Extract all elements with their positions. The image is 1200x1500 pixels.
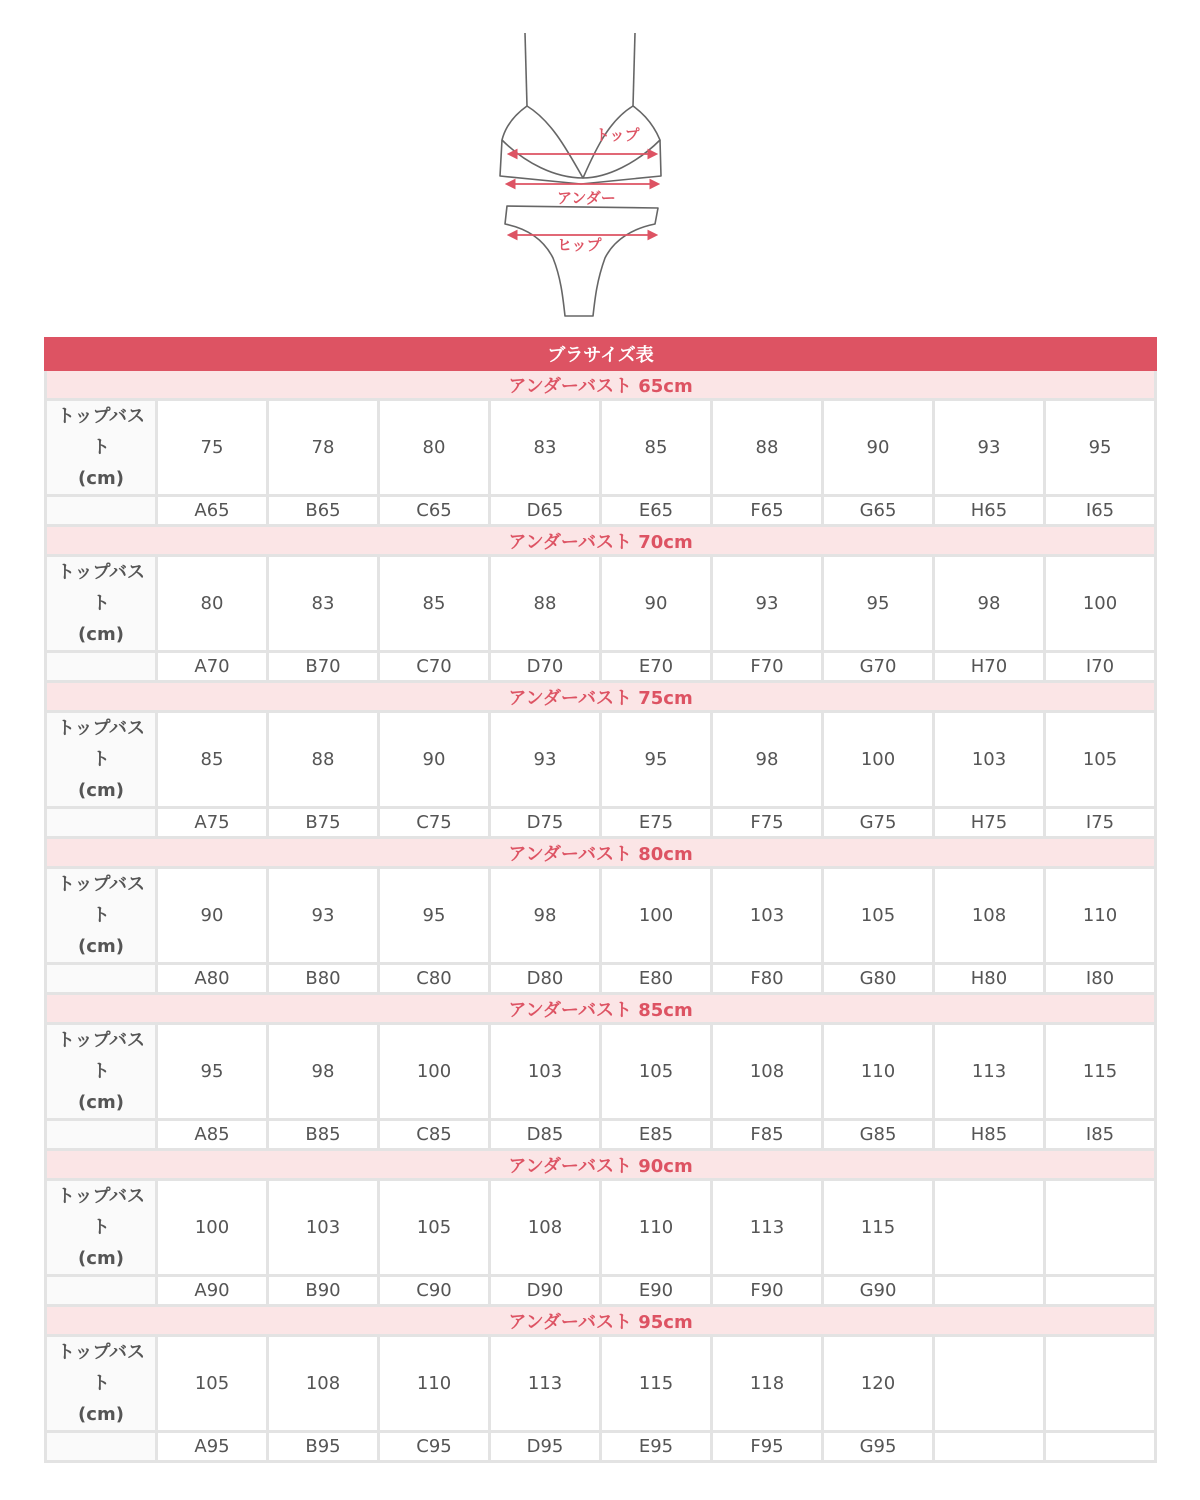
lingerie-illustration bbox=[495, 28, 670, 320]
top-bust-value: 88 bbox=[268, 712, 379, 808]
top-bust-label-line: トップバス bbox=[56, 1186, 146, 1207]
top-bust-row bbox=[46, 1024, 1156, 1120]
top-bust-row bbox=[46, 868, 1156, 964]
cup-size-value: D85 bbox=[490, 1120, 601, 1150]
top-bust-value: 75 bbox=[157, 400, 268, 496]
cup-size-value bbox=[1045, 1432, 1156, 1462]
top-bust-label bbox=[46, 868, 157, 964]
bra-size-table bbox=[44, 337, 1157, 1463]
cup-size-row bbox=[46, 1276, 1156, 1306]
top-bust-label-line: (cm) bbox=[78, 624, 124, 645]
top-bust-value: 120 bbox=[823, 1336, 934, 1432]
top-bust-label bbox=[46, 556, 157, 652]
top-bust-label-line: トップバス bbox=[56, 406, 146, 427]
cup-size-value: E80 bbox=[601, 964, 712, 994]
top-bust-value: 118 bbox=[712, 1336, 823, 1432]
top-bust-value: 105 bbox=[823, 868, 934, 964]
top-bust-row bbox=[46, 1336, 1156, 1432]
top-bust-label bbox=[46, 712, 157, 808]
top-bust-value: 108 bbox=[934, 868, 1045, 964]
top-bust-value: 113 bbox=[712, 1180, 823, 1276]
top-bust-value: 110 bbox=[823, 1024, 934, 1120]
cup-size-value: I85 bbox=[1045, 1120, 1156, 1150]
cup-size-value: E65 bbox=[601, 496, 712, 526]
cup-size-value: D65 bbox=[490, 496, 601, 526]
under-bust-heading: アンダーバスト 70cm bbox=[46, 526, 1156, 556]
top-bust-value: 90 bbox=[379, 712, 490, 808]
top-bust-value: 100 bbox=[1045, 556, 1156, 652]
top-bust-value: 95 bbox=[601, 712, 712, 808]
hip-label: ヒップ bbox=[557, 236, 602, 254]
under-bust-heading: アンダーバスト 90cm bbox=[46, 1150, 1156, 1180]
cup-size-value: H85 bbox=[934, 1120, 1045, 1150]
top-bust-label-line: (cm) bbox=[78, 780, 124, 801]
cup-size-value: I65 bbox=[1045, 496, 1156, 526]
under-bust-heading: アンダーバスト 65cm bbox=[46, 370, 1156, 400]
cup-size-value: I75 bbox=[1045, 808, 1156, 838]
cup-size-value: F85 bbox=[712, 1120, 823, 1150]
top-bust-value: 95 bbox=[157, 1024, 268, 1120]
cup-size-value: B65 bbox=[268, 496, 379, 526]
cup-size-value: F95 bbox=[712, 1432, 823, 1462]
cup-size-label-empty bbox=[46, 652, 157, 682]
cup-size-value: A65 bbox=[157, 496, 268, 526]
top-bust-value: 110 bbox=[1045, 868, 1156, 964]
cup-size-value: D95 bbox=[490, 1432, 601, 1462]
cup-size-label-empty bbox=[46, 964, 157, 994]
cup-size-value: D80 bbox=[490, 964, 601, 994]
top-bust-row bbox=[46, 556, 1156, 652]
cup-size-value: D75 bbox=[490, 808, 601, 838]
cup-size-label-empty bbox=[46, 1276, 157, 1306]
cup-size-value: E70 bbox=[601, 652, 712, 682]
cup-size-value: H65 bbox=[934, 496, 1045, 526]
top-bust-value: 103 bbox=[268, 1180, 379, 1276]
top-bust-label-line: トップバス bbox=[56, 562, 146, 583]
cup-size-value: B80 bbox=[268, 964, 379, 994]
panty bbox=[505, 206, 658, 316]
cup-size-value: F80 bbox=[712, 964, 823, 994]
cup-size-value: B90 bbox=[268, 1276, 379, 1306]
top-bust-label-line: ト bbox=[92, 593, 110, 614]
cup-size-value: G75 bbox=[823, 808, 934, 838]
cup-size-label-empty bbox=[46, 1432, 157, 1462]
top-bust-value: 85 bbox=[379, 556, 490, 652]
top-bust-value: 115 bbox=[823, 1180, 934, 1276]
top-bust-value: 103 bbox=[490, 1024, 601, 1120]
top-bust-value: 80 bbox=[379, 400, 490, 496]
cup-size-row bbox=[46, 808, 1156, 838]
cup-size-value: C65 bbox=[379, 496, 490, 526]
top-label: トップ bbox=[595, 126, 640, 144]
cup-size-value: C85 bbox=[379, 1120, 490, 1150]
cup-size-value: C95 bbox=[379, 1432, 490, 1462]
top-bust-label-line: (cm) bbox=[78, 468, 124, 489]
cup-size-value: E75 bbox=[601, 808, 712, 838]
top-bust-value: 105 bbox=[601, 1024, 712, 1120]
top-bust-value: 93 bbox=[934, 400, 1045, 496]
under-bust-heading: アンダーバスト 75cm bbox=[46, 682, 1156, 712]
top-bust-value: 108 bbox=[268, 1336, 379, 1432]
top-bust-value: 93 bbox=[712, 556, 823, 652]
cup-size-value: C70 bbox=[379, 652, 490, 682]
top-bust-value: 95 bbox=[1045, 400, 1156, 496]
cup-size-value: G85 bbox=[823, 1120, 934, 1150]
top-bust-label bbox=[46, 400, 157, 496]
cup-size-value: A95 bbox=[157, 1432, 268, 1462]
top-bust-label-line: ト bbox=[92, 1061, 110, 1082]
cup-size-label-empty bbox=[46, 1120, 157, 1150]
top-bust-value: 115 bbox=[1045, 1024, 1156, 1120]
top-bust-label-line: (cm) bbox=[78, 1404, 124, 1425]
top-bust-value: 88 bbox=[712, 400, 823, 496]
cup-size-value: B70 bbox=[268, 652, 379, 682]
cup-size-value: F90 bbox=[712, 1276, 823, 1306]
top-bust-label-line: トップバス bbox=[56, 1030, 146, 1051]
cup-size-value: A70 bbox=[157, 652, 268, 682]
cup-size-row bbox=[46, 1432, 1156, 1462]
cup-size-value: C75 bbox=[379, 808, 490, 838]
top-bust-row bbox=[46, 1180, 1156, 1276]
left-cup bbox=[502, 106, 583, 178]
cup-size-value: I70 bbox=[1045, 652, 1156, 682]
cup-size-label-empty bbox=[46, 808, 157, 838]
top-bust-value: 110 bbox=[601, 1180, 712, 1276]
top-bust-value: 95 bbox=[379, 868, 490, 964]
cup-size-value: E95 bbox=[601, 1432, 712, 1462]
top-bust-value: 85 bbox=[157, 712, 268, 808]
top-bust-label-line: (cm) bbox=[78, 936, 124, 957]
cup-size-row bbox=[46, 964, 1156, 994]
top-bust-label-line: ト bbox=[92, 437, 110, 458]
cup-size-value: I80 bbox=[1045, 964, 1156, 994]
top-bust-value: 98 bbox=[490, 868, 601, 964]
top-bust-value: 80 bbox=[157, 556, 268, 652]
table-title: ブラサイズ表 bbox=[46, 339, 1156, 370]
under-label: アンダー bbox=[557, 189, 616, 207]
top-bust-value: 90 bbox=[601, 556, 712, 652]
cup-size-value: H80 bbox=[934, 964, 1045, 994]
top-bust-value: 100 bbox=[379, 1024, 490, 1120]
cup-size-value: D90 bbox=[490, 1276, 601, 1306]
cup-size-value: A85 bbox=[157, 1120, 268, 1150]
top-bust-value: 83 bbox=[268, 556, 379, 652]
top-bust-value: 110 bbox=[379, 1336, 490, 1432]
cup-size-value: E85 bbox=[601, 1120, 712, 1150]
cup-size-value: G90 bbox=[823, 1276, 934, 1306]
top-bust-value: 115 bbox=[601, 1336, 712, 1432]
cup-size-label-empty bbox=[46, 496, 157, 526]
top-bust-value: 103 bbox=[934, 712, 1045, 808]
cup-size-value: D70 bbox=[490, 652, 601, 682]
cup-size-value: G80 bbox=[823, 964, 934, 994]
top-bust-value: 113 bbox=[934, 1024, 1045, 1120]
top-bust-value: 100 bbox=[823, 712, 934, 808]
top-bust-value: 93 bbox=[268, 868, 379, 964]
top-bust-value: 98 bbox=[934, 556, 1045, 652]
cup-size-value: B75 bbox=[268, 808, 379, 838]
top-bust-value bbox=[934, 1180, 1045, 1276]
cup-size-value: B85 bbox=[268, 1120, 379, 1150]
top-bust-value: 100 bbox=[157, 1180, 268, 1276]
under-bust-heading: アンダーバスト 80cm bbox=[46, 838, 1156, 868]
top-bust-label-line: ト bbox=[92, 1217, 110, 1238]
left-strap bbox=[525, 33, 527, 106]
top-bust-value: 105 bbox=[1045, 712, 1156, 808]
top-bust-value: 78 bbox=[268, 400, 379, 496]
cup-size-value: E90 bbox=[601, 1276, 712, 1306]
top-bust-label-line: (cm) bbox=[78, 1248, 124, 1269]
right-strap bbox=[633, 33, 635, 106]
top-bust-label bbox=[46, 1336, 157, 1432]
cup-size-value bbox=[934, 1432, 1045, 1462]
top-bust-value: 90 bbox=[823, 400, 934, 496]
top-bust-value: 100 bbox=[601, 868, 712, 964]
cup-size-value: G70 bbox=[823, 652, 934, 682]
top-bust-label-line: (cm) bbox=[78, 1092, 124, 1113]
top-bust-value: 95 bbox=[823, 556, 934, 652]
top-bust-label-line: トップバス bbox=[56, 874, 146, 895]
cup-size-value bbox=[934, 1276, 1045, 1306]
under-bust-heading: アンダーバスト 95cm bbox=[46, 1306, 1156, 1336]
cup-size-value: G95 bbox=[823, 1432, 934, 1462]
cup-size-value: F65 bbox=[712, 496, 823, 526]
top-bust-value: 113 bbox=[490, 1336, 601, 1432]
top-bust-label-line: トップバス bbox=[56, 718, 146, 739]
cup-size-value: H70 bbox=[934, 652, 1045, 682]
cup-size-value: B95 bbox=[268, 1432, 379, 1462]
cup-size-value: A80 bbox=[157, 964, 268, 994]
cup-size-value bbox=[1045, 1276, 1156, 1306]
cup-size-row bbox=[46, 496, 1156, 526]
cup-size-value: C80 bbox=[379, 964, 490, 994]
cup-size-value: F75 bbox=[712, 808, 823, 838]
top-bust-value: 83 bbox=[490, 400, 601, 496]
top-bust-value: 108 bbox=[712, 1024, 823, 1120]
top-bust-label-line: ト bbox=[92, 749, 110, 770]
top-bust-value: 105 bbox=[157, 1336, 268, 1432]
top-bust-value bbox=[1045, 1180, 1156, 1276]
top-bust-value: 98 bbox=[712, 712, 823, 808]
under-bust-heading: アンダーバスト 85cm bbox=[46, 994, 1156, 1024]
top-bust-value: 105 bbox=[379, 1180, 490, 1276]
top-bust-label bbox=[46, 1180, 157, 1276]
top-bust-value: 85 bbox=[601, 400, 712, 496]
top-bust-row bbox=[46, 400, 1156, 496]
top-bust-value bbox=[934, 1336, 1045, 1432]
cup-size-value: G65 bbox=[823, 496, 934, 526]
top-bust-value: 88 bbox=[490, 556, 601, 652]
cup-size-value: C90 bbox=[379, 1276, 490, 1306]
top-bust-value: 103 bbox=[712, 868, 823, 964]
top-bust-value: 98 bbox=[268, 1024, 379, 1120]
top-bust-row bbox=[46, 712, 1156, 808]
cup-size-value: A75 bbox=[157, 808, 268, 838]
cup-size-row bbox=[46, 652, 1156, 682]
top-bust-label bbox=[46, 1024, 157, 1120]
cup-size-value: F70 bbox=[712, 652, 823, 682]
top-bust-value: 93 bbox=[490, 712, 601, 808]
cup-size-value: H75 bbox=[934, 808, 1045, 838]
cup-size-row bbox=[46, 1120, 1156, 1150]
top-bust-label-line: ト bbox=[92, 905, 110, 926]
cup-size-value: A90 bbox=[157, 1276, 268, 1306]
top-bust-value: 90 bbox=[157, 868, 268, 964]
top-bust-label-line: ト bbox=[92, 1373, 110, 1394]
top-bust-label-line: トップバス bbox=[56, 1342, 146, 1363]
top-bust-value bbox=[1045, 1336, 1156, 1432]
top-bust-value: 108 bbox=[490, 1180, 601, 1276]
